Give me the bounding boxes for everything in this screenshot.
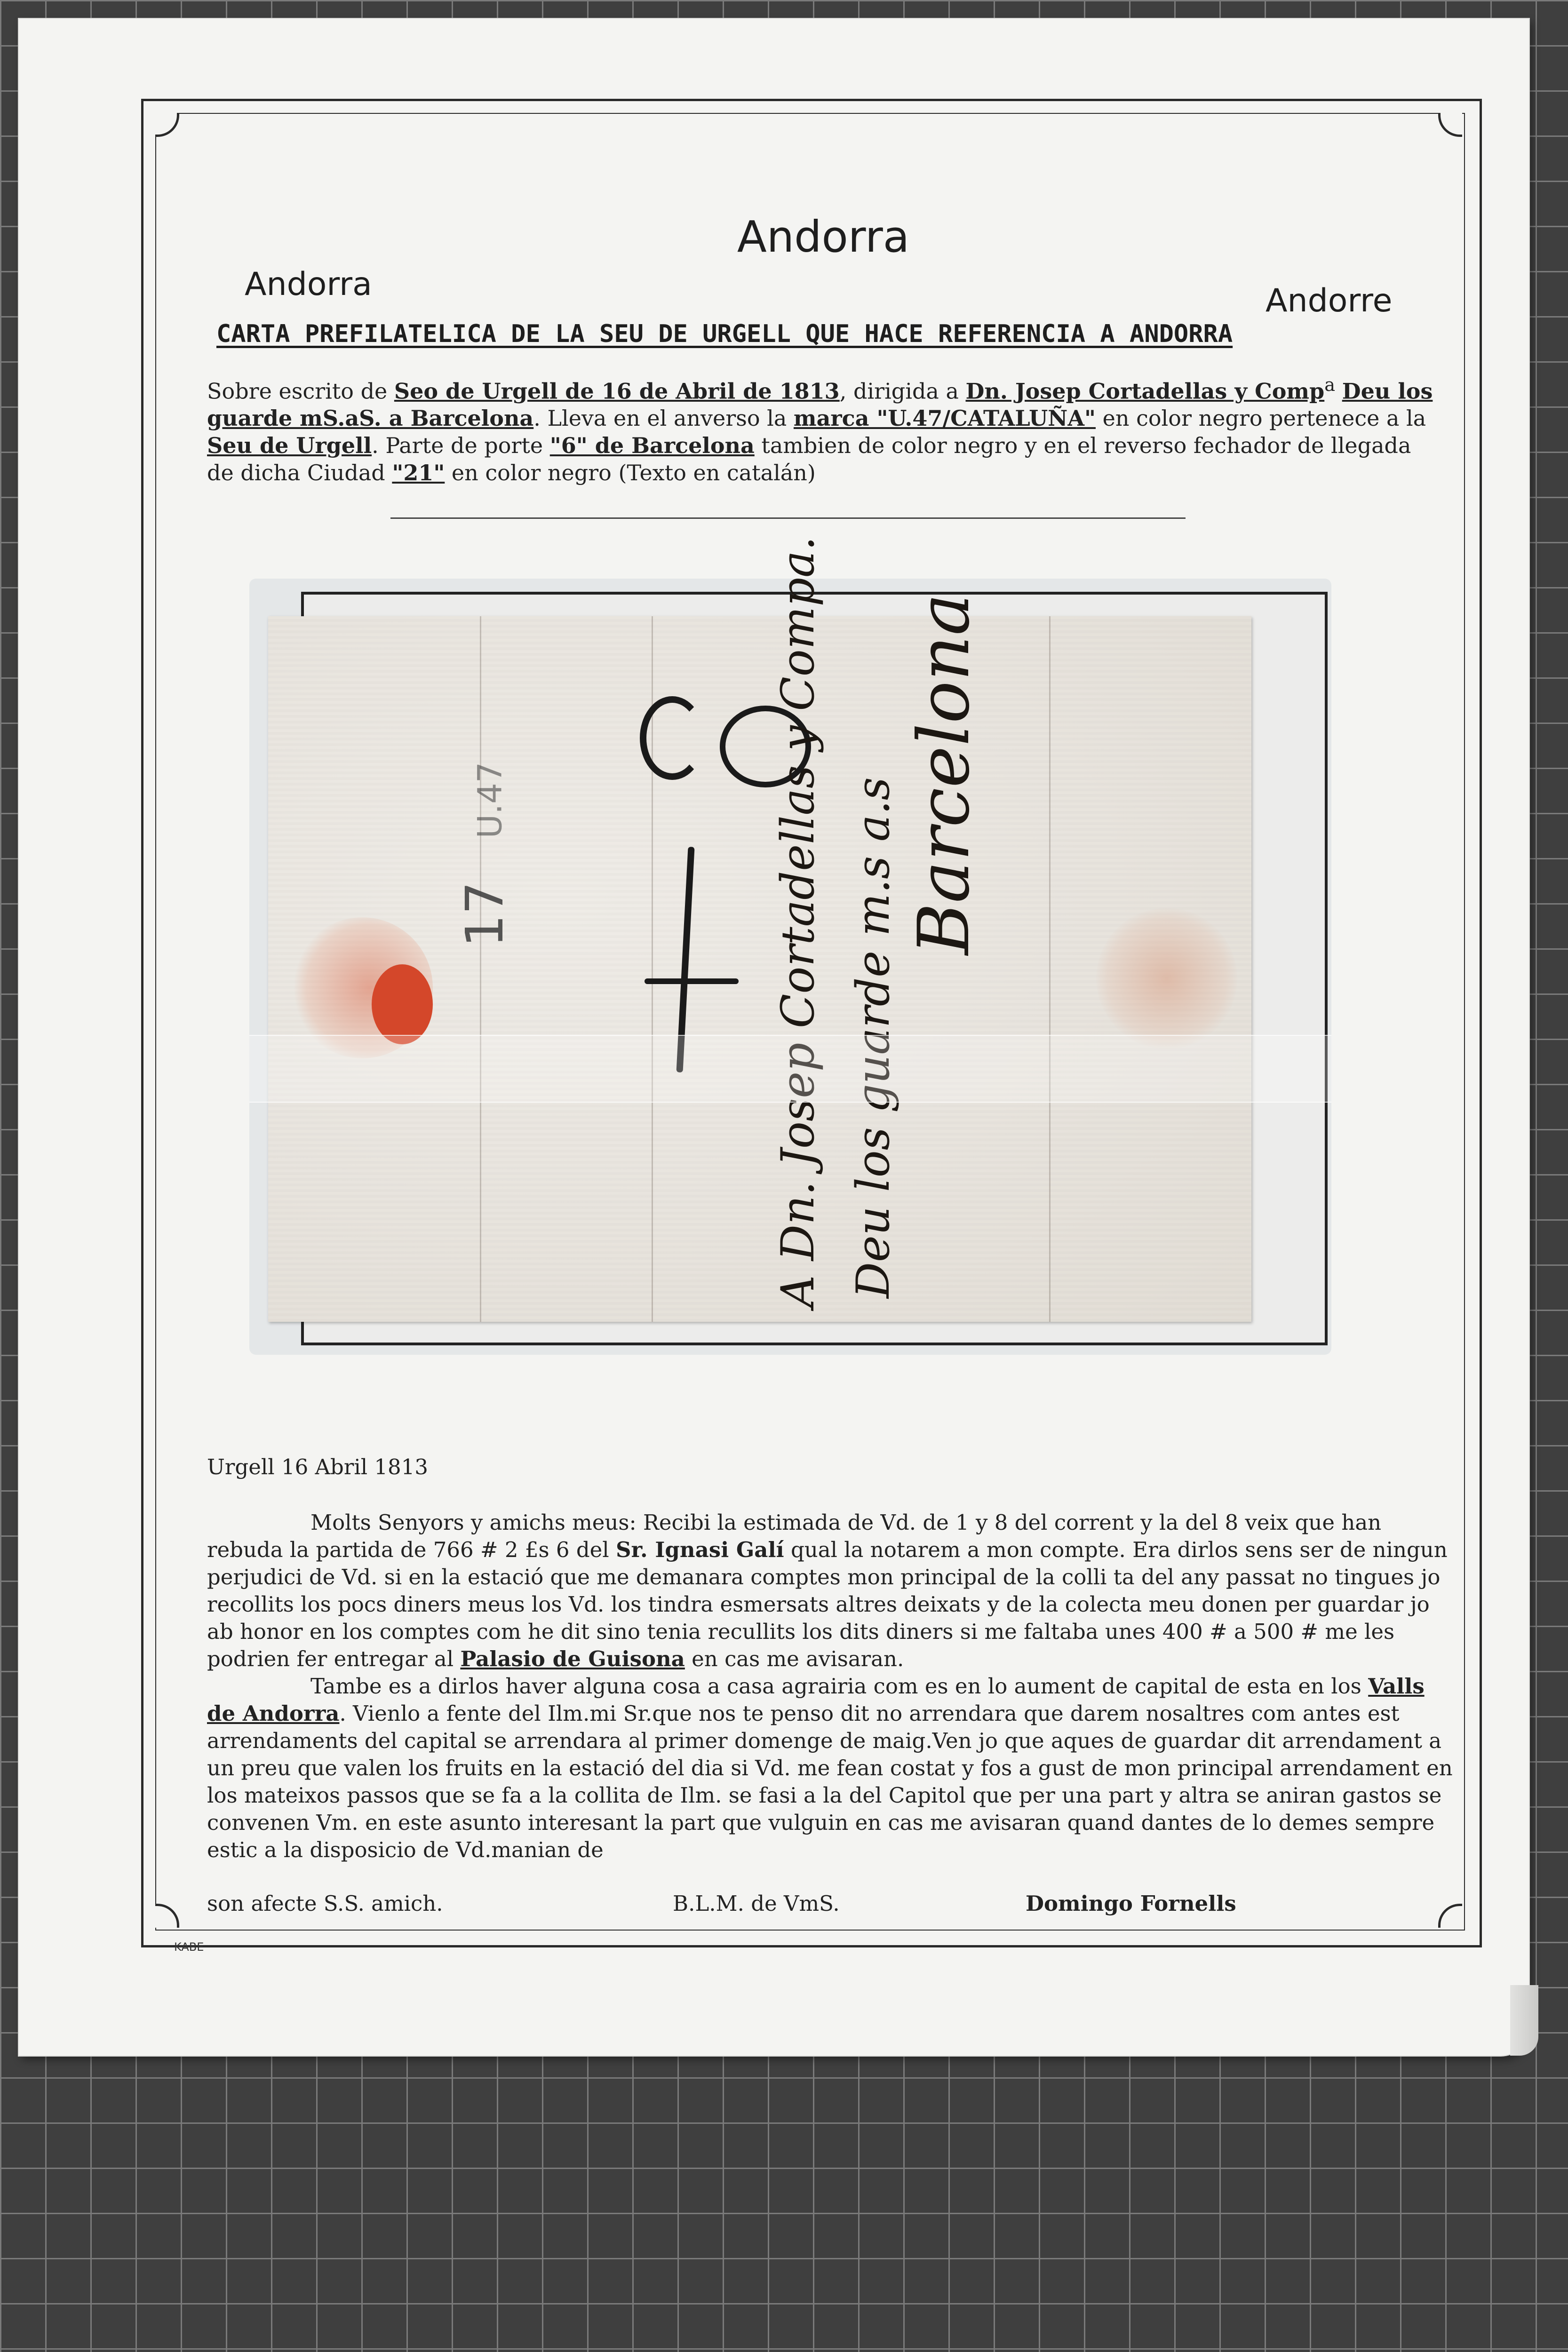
transcription-text: 2 £s 6 del xyxy=(498,1537,616,1562)
intro-description xyxy=(207,372,1440,486)
intro-text: , dirigida a xyxy=(839,378,966,404)
title-left: Andorra xyxy=(245,266,372,303)
page-curl xyxy=(1510,1985,1538,2056)
page-title: Andorra xyxy=(737,212,910,262)
intro-office: Seu de Urgell xyxy=(207,433,372,459)
intro-text: en color negro (Texto en catalán) xyxy=(445,460,816,486)
publisher-mark: KABE xyxy=(174,1940,204,1954)
intro-text: Sobre escrito de xyxy=(207,378,394,404)
page-subtitle: CARTA PREFILATELICA DE LA SEU DE URGELL QUE HACE REFERENCIA A ANDORRA xyxy=(216,320,1233,348)
transcription-symbol: # xyxy=(1210,1619,1227,1644)
letter-transcription xyxy=(207,1454,1458,1864)
intro-backstamp: "21" xyxy=(392,460,445,486)
address-city: Barcelona xyxy=(903,593,985,955)
address-line-1: A Dn. Josep Cortadellas y Compa. xyxy=(772,536,824,1308)
transcription-name: Sr. Ignasi Galí xyxy=(615,1537,784,1562)
wax-seal-right xyxy=(1096,908,1237,1049)
intro-text: tambien de color negro y en el reverso fechador de llegada de dicha Ciudad xyxy=(207,433,1411,486)
intro-addressee: Dn. Josep Cortadellas y Comp xyxy=(965,378,1325,404)
transcription-text: en cas me avisaran. xyxy=(685,1646,904,1671)
intro-mark: marca "U.47/CATALUÑA" xyxy=(793,405,1096,431)
transcription-paragraph-1 xyxy=(207,1509,1458,1673)
fold-line xyxy=(1049,616,1051,1322)
transcription-closing: son afecte S.S. amich. xyxy=(207,1891,443,1916)
intro-rate: "6" de Barcelona xyxy=(549,433,755,459)
fold-line xyxy=(480,616,481,1322)
transcription-text: a 500 xyxy=(1227,1619,1301,1644)
transcription-symbol: # xyxy=(1300,1619,1319,1644)
transcription-text: . Vienlo a fente del Ilm.mi Sr.que nos te penso dit no arrendara que darem nosaltres com antes est arrendaments del capital se arrendara al primer domenge de maig.Ven jo que aques de guardar dit arrendament a un preu que valen los fruits en la estació del dia si Vd. me fean costat y fos a gust de mon principal arrendament en los mateixos passos que se fa a la collita de Ilm. se fasi a la del Capitol que per una part y altra se aniran gastos se convenen Vm. en este asunto interesant la part que vulguin en cas me avisaran quand dantes de lo demes sempre estic a la disposicio de Vd.manian de xyxy=(207,1701,1453,1862)
transcription-paragraph-2 xyxy=(207,1673,1458,1864)
manuscript-crossbar xyxy=(645,978,739,984)
transcription-place: Valls de Andorra xyxy=(207,1674,1425,1726)
transcription-text: Tambe es a dirlos haver alguna cosa a casa agrairia com es en lo aument de capital de esta en los xyxy=(310,1674,1369,1699)
transcription-place: Palasio de Guisona xyxy=(460,1646,685,1671)
wax-seal-fragment xyxy=(372,964,433,1044)
transcription-text: Molts Senyors y amichs meus: Recibi la estimada de Vd. de 1 y 8 del corrent y la del 8 veix que han rebuda la partida de 766 xyxy=(207,1510,1382,1562)
intro-destination: Deu los guarde mS.aS. a Barcelona xyxy=(207,378,1433,431)
postal-mark-17: 17 xyxy=(454,882,515,947)
postal-mark-u47: U.47 xyxy=(470,762,509,839)
intro-origin: Seo de Urgell de 16 de Abril de 1813 xyxy=(394,378,840,404)
transcription-blm: B.L.M. de VmS. xyxy=(673,1891,840,1916)
intro-text: . Parte de porte xyxy=(372,433,550,459)
intro-text: . Lleva en el anverso la xyxy=(533,405,794,431)
transcription-symbol: # xyxy=(480,1537,498,1562)
transcription-text: me les podrien fer entregar al xyxy=(207,1619,1395,1671)
divider-rule xyxy=(390,517,1186,519)
rate-mark-6 xyxy=(640,696,705,780)
intro-text: en color negro pertenece a la xyxy=(1096,405,1426,431)
transcription-dateline: Urgell 16 Abril 1813 xyxy=(207,1454,428,1479)
transcription-signature: Domingo Fornells xyxy=(1026,1891,1236,1916)
transcription-text: qual la notarem a mon compte. Era dirlos sens ser de ningun perjudici de Vd. si en la estació que me demanara comptes mon principal de la colli ta del any passat no tingues jo recollits los pocs diners meus los Vd. los tindra esmersats altres deixats y de la colecta meu donen per guardar jo ab honor en los comptes com he dit sino tenia recullits los dits diners si me faltaba unes 400 xyxy=(207,1537,1448,1644)
address-line-2: Deu los guarde m.s a.s xyxy=(847,777,899,1298)
sleeve-strip xyxy=(249,1035,1331,1103)
intro-superscript: a xyxy=(1324,374,1336,396)
title-right: Andorre xyxy=(1266,282,1393,319)
